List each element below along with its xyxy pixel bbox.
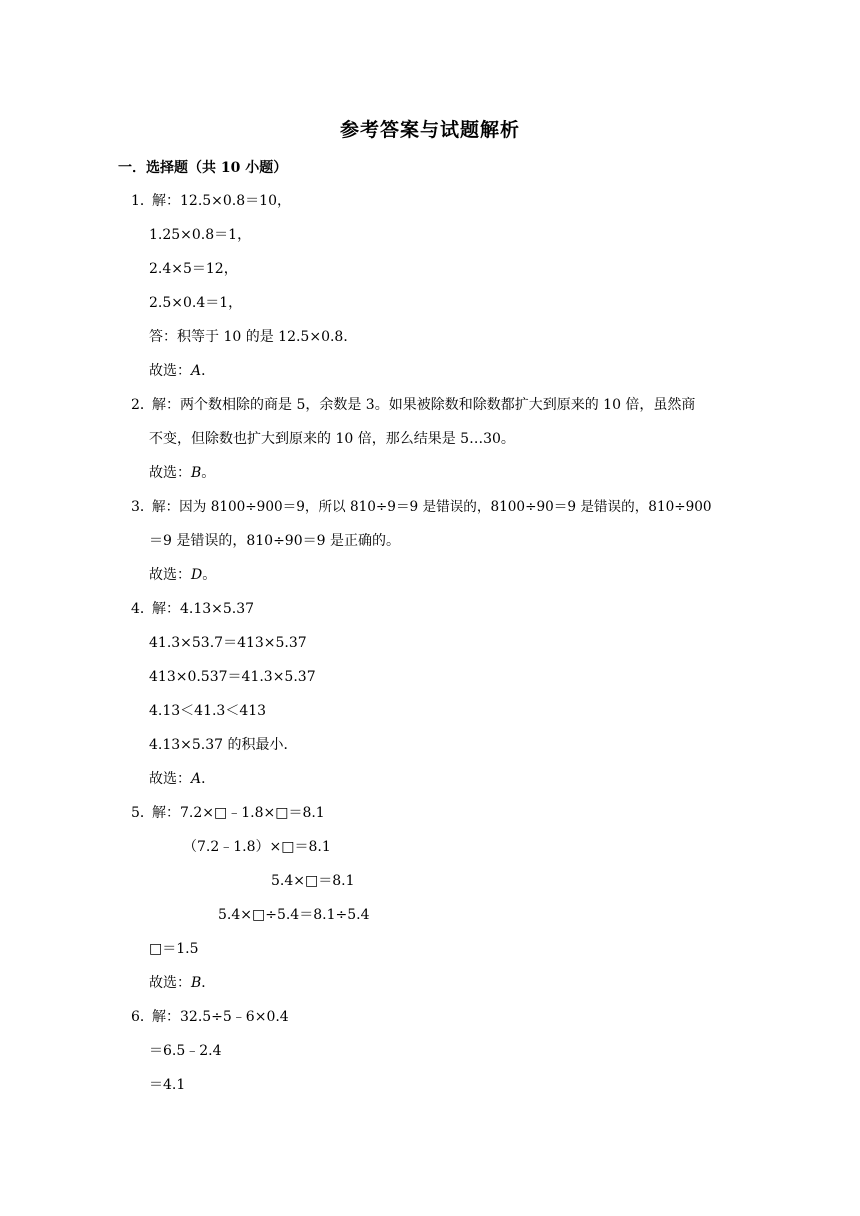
solution-line: ＝9 是错误的，810÷90＝9 是正确的。: [149, 533, 400, 549]
solution-line: 2.5×0.4＝1，: [149, 295, 243, 311]
answer-line: 答：积等于 10 的是 12.5×0.8．: [149, 329, 358, 345]
question-number: 1．: [131, 193, 154, 209]
question-number: 6．: [131, 1009, 154, 1025]
choice-letter: A: [191, 363, 202, 379]
choice-line: 故选：A．: [149, 363, 216, 379]
solution-line: 413×0.537＝41.3×5.37: [149, 669, 316, 685]
solution-line: 解：32.5÷5﹣6×0.4: [152, 1009, 289, 1025]
solution-line: 41.3×53.7＝413×5.37: [149, 635, 307, 651]
solution-line: 5.4×□＝8.1: [271, 873, 355, 889]
choice-line: 故选：B．: [149, 975, 216, 991]
page-title: 参考答案与试题解析: [339, 119, 520, 141]
choice-letter: B: [191, 465, 202, 481]
choice-line: 故选：B。: [149, 465, 216, 481]
choice-letter: A: [191, 771, 202, 787]
solution-line: 不变，但除数也扩大到原来的 10 倍，那么结果是 5…30。: [149, 431, 515, 447]
question-number: 5．: [131, 805, 154, 821]
solution-line: 4.13×5.37 的积最小．: [149, 737, 298, 753]
choice-letter: D: [191, 567, 203, 583]
solution-line: 解：12.5×0.8＝10，: [152, 193, 291, 209]
section-heading: 一．选择题（共 10 小题）: [118, 160, 288, 176]
solution-line: 1.25×0.8＝1，: [149, 227, 252, 243]
solution-line: 5.4×□÷5.4＝8.1÷5.4: [218, 907, 370, 923]
solution-line: 解：7.2×□﹣1.8×□＝8.1: [152, 805, 325, 821]
solution-line: ＝6.5﹣2.4: [149, 1043, 222, 1059]
solution-line: 解：两个数相除的商是 5，余数是 3。如果被除数和除数都扩大到原来的 10 倍，虽然商: [152, 397, 696, 413]
solution-line: 4.13＜41.3＜413: [149, 703, 267, 719]
solution-line: 解：4.13×5.37: [152, 601, 255, 617]
choice-line: 故选：A．: [149, 771, 216, 787]
choice-letter: B: [191, 975, 202, 991]
choice-line: 故选：D。: [149, 567, 217, 583]
solution-line: 2.4×5＝12，: [149, 261, 238, 277]
solution-line: （7.2﹣1.8）×□＝8.1: [183, 839, 331, 855]
question-number: 4．: [131, 601, 154, 617]
solution-line: 解：因为 8100÷900＝9，所以 810÷9＝9 是错误的，8100÷90＝9 是错误的，810÷900: [152, 499, 712, 515]
question-number: 3．: [131, 499, 154, 515]
question-number: 2．: [131, 397, 154, 413]
solution-line: ＝4.1: [149, 1077, 186, 1093]
solution-line: □＝1.5: [149, 941, 199, 957]
